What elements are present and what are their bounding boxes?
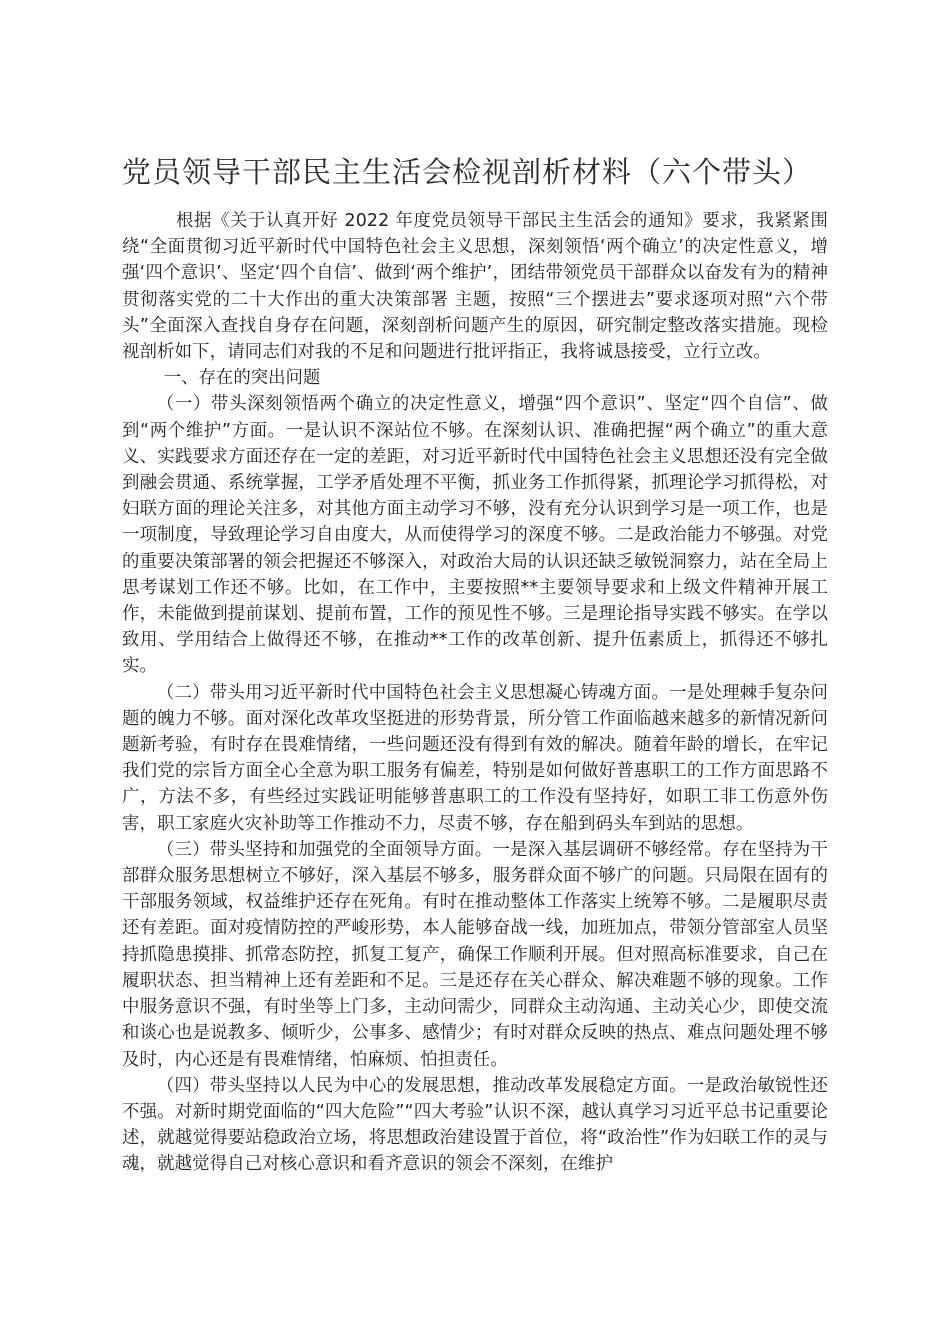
body-paragraph-1: （一）带头深刻领悟两个确立的决定性意义，增强“四个意识”、坚定“四个自信”、做到“两个维护”方面。一是认识不深站位不够。在深刻认识、准确把握“两个确立”的重大意义、实践要求方面还存在一定的差距，对习近平新时代中国特色社会主义思想还没有完全做到融会贯通、系统掌握，工学矛盾处理不平衡，抓业务工作抓得紧，抓理论学习抓得松，对妇联方面的理论关注多，对其他方面主动学习不够，没有充分认识到学习是一项工作，也是一项制度，导致理论学习自由度大，从而使得学习的深度不够。二是政治能力不够强。对党的重要决策部署的领会把握还不够深入，对政治大局的认识还缺乏敏锐洞察力，站在全局上思考谋划工作还不够。比如，在工作中，主要按照**主要领导要求和上级文件精神开展工作，未能做到提前谋划、提前布置，工作的预见性不够。三是理论指导实践不够实。在学以致用、学用结合上做得还不够，在推动**工作的改革创新、提升伍素质上，抓得还不够扎实。 bbox=[122, 394, 828, 677]
intro-paragraph: 根据《关于认真开好 2022 年度党员领导干部民主生活会的通知》要求，我紧紧围绕“全面贯彻习近平新时代中国特色社会主义思想，深刻领悟‘两个确立’的决定性意义，增强‘四个意识’、坚定‘四个自信’、做到‘两个维护’，团结带领党员干部群众以奋发有为的精神贯彻落实党的二十大作出的重大决策部署 主题，按照“三个摆进去”要求逐项对照“六个带头”全面深入查找自身存在问题，深刻剖析问题产生的原因，研究制定整改落实措施。现检视剖析如下，请同志们对我的不足和问题进行批评指正，我将诚恳接受，立行立改。 bbox=[122, 211, 828, 363]
document-title: 党员领导干部民主生活会检视剖析材料（六个带头） bbox=[122, 155, 813, 189]
section-heading: 一、存在的突出问题 bbox=[163, 368, 321, 389]
document-body bbox=[122, 208, 828, 1178]
body-paragraph-2: （二）带头用习近平新时代中国特色社会主义思想凝心铸魂方面。一是处理棘手复杂问题的魄力不够。面对深化改革攻坚挺进的形势背景，所分管工作面临越来越多的新情况新问题新考验，有时存在畏难情绪，一些问题还没有得到有效的解决。随着年龄的增长，在牢记我们党的宗旨方面全心全意为职工服务有偏差，特别是如何做好普惠职工的工作方面思路不广，方法不多，有些经过实践证明能够普惠职工的工作没有坚持好，如职工非工伤意外伤害，职工家庭火灾补助等工作推动不力，尽责不够，存在船到码头车到站的思想。 bbox=[122, 682, 828, 834]
body-paragraph-4: （四）带头坚持以人民为中心的发展思想，推动改革发展稳定方面。一是政治敏锐性还不强。对新时期党面临的“四大危险”“四大考验”认识不深，越认真学习习近平总书记重要论述，就越觉得要站稳政治立场，将思想政治建设置于首位，将“政治性”作为妇联工作的灵与魂，就越觉得自己对核心意识和看齐意识的领会不深刻，在维护 bbox=[122, 1075, 828, 1175]
body-paragraph-3: （三）带头坚持和加强党的全面领导方面。一是深入基层调研不够经常。存在坚持为干部群众服务思想树立不够好，深入基层不够多，服务群众面不够广的问题。只局限在固有的干部服务领域，权益维护还存在死角。有时在推动整体工作落实上统筹不够。二是履职尽责还有差距。面对疫情防控的严峻形势，本人能够奋战一线，加班加点，带领分管部室人员坚持抓隐患摸排、抓常态防控，抓复工复产，确保工作顺利开展。但对照高标准要求，自己在履职状态、担当精神上还有差距和不足。三是还存在关心群众、解决难题不够的现象。工作中服务意识不强，有时坐等上门多，主动问需少，同群众主动沟通、主动关心少，即使交流和谈心也是说教多、倾听少，公事多、感情少；有时对群众反映的热点、难点问题处理不够及时，内心还是有畏难情绪，怕麻烦、怕担责任。 bbox=[122, 839, 828, 1070]
